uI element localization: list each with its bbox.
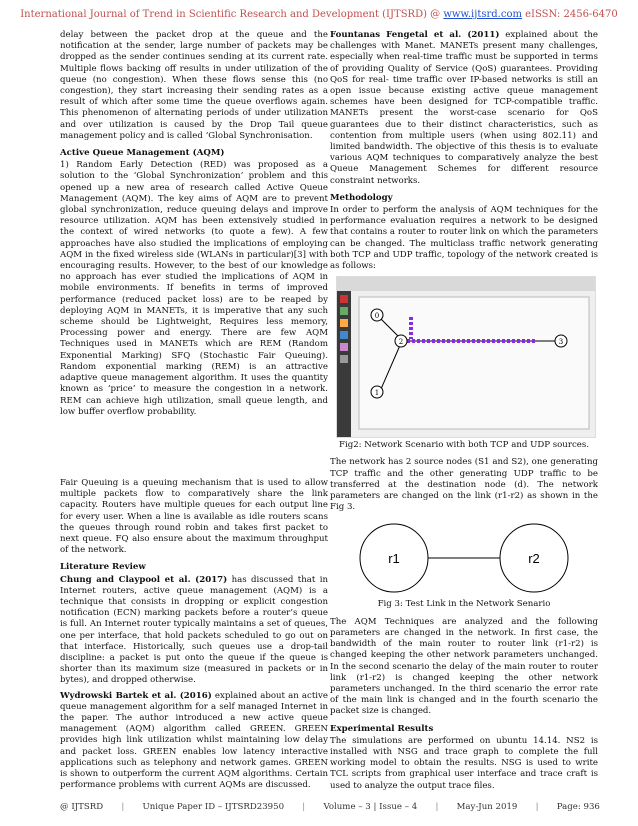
- paragraph: 1) Random Early Detection (RED) was proposed as a solution to the ‘Global Synchronization’ problem and this opened up a new area of research called Active Queue Management (AQM). The key aims of AQM are to prevent global synchronization, reduce queuing delays and improve resource utilization. AQM has been extensively studied in the context of wired networks (to quote a few). A few approaches have also studied the implications of employing AQM in the fixed wireless side (WLANs in particular)[3] with encouraging results. However, to the best of our knowledge no approach has ever studied the implications of AQM in mobile environments. If benefits in terms of improved performance (reduced packet loss) are to be reaped by deploying AQM in MANETs, it is imperative that any such scheme should be Lightweight, Requires less memory, Processing power and energy. There are few AQM Techniques used in MANETs which are REM (Random Exponential Marking) SFQ (Stochastic Fair Queuing). Random exponential marking (REM) is an attractive adaptive queue management algorithm. It uses the quantity known as ‘price’ to measure the congestion in a network. REM can achieve high utilization, small queue length, and low buffer overflow probability.: [60, 160, 328, 417]
- section-heading-methodology: Methodology: [330, 192, 393, 203]
- page-footer: [60, 802, 600, 812]
- paragraph: [330, 30, 598, 187]
- router-label: r1: [388, 551, 400, 567]
- paragraph: delay between the packet drop at the queue and the notification at the sender, large number of packets may be dropped as the sender continues sending at its current rate. Multiple flows backing off results in under utilization of the queue (no congestion). When these flows sense this (no congestion), they start increasing their sending rates as a result of which after some time the queue overflows again. This phenomenon of alternating periods of under utilization and over utilization is caused by the Drop Tail queue management policy and is called ‘Global Synchronisation.: [60, 30, 328, 141]
- router-label: r2: [528, 551, 540, 567]
- launcher-icon: [340, 355, 348, 363]
- citation-text: explained about an active queue management algorithm for a self managed Internet in the paper. The author introduced a new active queue management (AQM) algorithm called GREEN. GREEN provides high link utilization whilst maintaining low delay and packet loss. GREEN enables low latency interactive applications such as telephony and network games. GREEN is shown to outperform the current AQM algorithms. Certain performance problems with current AQMs are discussed.: [60, 690, 328, 791]
- animation-canvas: [359, 297, 589, 429]
- column-gap: [60, 422, 328, 478]
- launcher-icon: [340, 319, 348, 327]
- section-heading-aqm: Active Queue Management (AQM): [60, 148, 225, 159]
- node-label: 0: [374, 312, 380, 321]
- section-heading-results: Experimental Results: [330, 723, 434, 734]
- footer-separator: |: [435, 802, 439, 812]
- journal-url-link[interactable]: www.ijtsrd.com: [443, 9, 522, 20]
- page-header: [0, 9, 638, 20]
- paragraph: The AQM Techniques are analyzed and the following parameters are changed in the network. In first case, the bandwidth of the main router to router link (r1-r2) is changed keeping the other network parameters unchanged. In the second scenario the delay of the main router to router link (r1-r2) is changed keeping the other network parameters unchanged. In the third scenario the error rate of the main link is changed and in the fourth scenario the packet size is changed.: [330, 616, 598, 717]
- footer-journal: @ IJTSRD: [60, 802, 104, 812]
- launcher-icon: [340, 331, 348, 339]
- left-column: [60, 30, 328, 795]
- paragraph: [60, 575, 328, 687]
- launcher-icon: [340, 343, 348, 351]
- figure-caption: Fig 3: Test Link in the Network Senario: [377, 599, 551, 610]
- test-link-figure: [354, 519, 574, 597]
- paragraph: Fair Queuing is a queuing mechanism that is used to allow multiple packets flow to comparatively share the link capacity. Routers have multiple queues for each output line for every user. When a line is available as idle routers scans the queues through round robin and takes first packet to next queue. FQ also ensure about the maximum throughput of the network.: [60, 477, 328, 556]
- footer-separator: |: [535, 802, 539, 812]
- toolbar: [337, 277, 595, 291]
- paragraph: In order to perform the analysis of AQM techniques for the performance evaluation requires a network to be designed that contains a router to router link on which the parameters can be changed. The multiclass traffic network generating both TCP and UDP traffic, topology of the network created is as follows:: [330, 205, 598, 272]
- paragraph: The network has 2 source nodes (S1 and S2), one generating TCP traffic and the other generating UDP traffic to be transferred at the destination node (d). The network parameters are changed on the link (r1-r2) as shown in the Fig 3.: [330, 457, 598, 513]
- footer-paper-id: Unique Paper ID – IJTSRD23950: [142, 802, 285, 812]
- launcher-icon: [340, 295, 348, 303]
- citation-text: has discussed that in Internet routers, active queue management (AQM) is a technique that consists in dropping or explicit congestion notification (ECN) marking packets before a router’s queue is full. An Internet router typically maintains a set of queues, one per interface, that hold packets scheduled to go out on that interface. Historically, such queues use a drop-tail discipline: a packet is put onto the queue if the queue is shorter than its maximum size (measured in packets or in bytes), and dropped otherwise.: [60, 574, 328, 686]
- right-column: [330, 30, 598, 796]
- citation-authors: Chung and Claypool et al. (2017): [60, 574, 228, 585]
- journal-title: International Journal of Trend in Scientific Research and Development (IJTSRD) @: [20, 9, 441, 20]
- footer-date: May-Jun 2019: [456, 802, 518, 812]
- nam-screenshot: [337, 277, 595, 437]
- launcher-icon: [340, 307, 348, 315]
- citation-authors: Wydrowski Bartek et al. (2016): [60, 690, 212, 701]
- node-label: 1: [374, 389, 380, 398]
- paragraph: [60, 691, 328, 792]
- footer-separator: |: [121, 802, 125, 812]
- section-heading-literature: Literature Review: [60, 562, 146, 573]
- footer-volume: Volume – 3 | Issue – 4: [323, 802, 418, 812]
- figure-caption: Fig2: Network Scenario with both TCP and UDP sources.: [339, 440, 589, 451]
- footer-page: Page: 936: [556, 802, 600, 812]
- footer-separator: |: [302, 802, 306, 812]
- node-label: 3: [558, 338, 564, 347]
- network-scenario-figure: [336, 276, 596, 438]
- citation-text: explained about the challenges with Manet. MANETs present many challenges, especially when real-time traffic must be supported in terms of providing Quality of Service (QoS) guarantees. Providing QoS for real- time traffic over IP-based networks is still an open issue because existing active queue management schemes have been designed for TCP-compatible traffic. MANETs present the worst-case scenario for QoS guarantees due to their distinct characteristics, such as contention from multiple users (when using 802.11) and limited bandwidth. The objective of this thesis is to evaluate various AQM techniques to comparatively analyze the best Queue Management Schemes for different resource constraint networks.: [330, 30, 598, 186]
- citation-authors: Fountanas Fengetal et al. (2011): [330, 30, 500, 40]
- node-label: 2: [398, 338, 404, 347]
- paragraph: The simulations are performed on ubuntu 14.14. NS2 is installed with NSG and trace graph to complete the full working model to obtain the results. NSG is used to write TCL scripts from graphical user interface and trace craft is used to analyze the output trace files.: [330, 735, 598, 791]
- journal-eissn: eISSN: 2456-6470: [525, 9, 618, 20]
